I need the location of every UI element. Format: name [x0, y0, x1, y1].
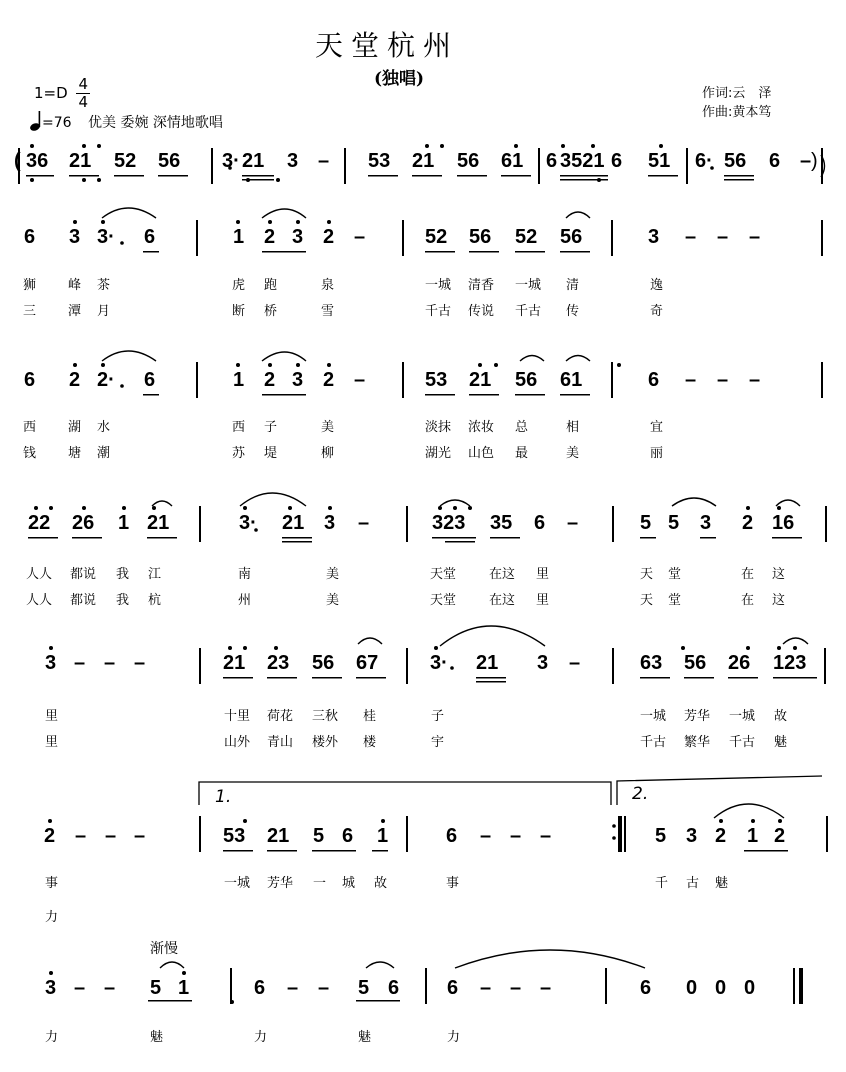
lyric: 人人 — [26, 593, 53, 608]
note: 3 — [324, 512, 336, 534]
intro-note: 3· — [222, 150, 240, 172]
intro-note: 21 — [242, 150, 265, 172]
barline — [196, 362, 198, 398]
barline — [821, 220, 823, 256]
note: 6 — [24, 226, 36, 248]
lyric: 雪 — [321, 304, 335, 319]
tempo-value: =76 — [42, 115, 72, 131]
lyric: 一城 — [425, 278, 452, 293]
note: 23 — [267, 652, 290, 674]
note: 1 — [233, 369, 245, 391]
note: – — [287, 977, 299, 999]
lyric: 里 — [536, 593, 550, 608]
song-subtitle: (独唱) — [374, 69, 425, 89]
note: 2 — [69, 369, 81, 391]
note: 5 — [313, 825, 325, 847]
note: 22 — [28, 512, 51, 534]
note: 6 — [534, 512, 546, 534]
repeat-barline — [618, 816, 622, 852]
note: 56 — [515, 369, 538, 391]
barline — [612, 506, 614, 542]
lyric: 美 — [321, 420, 335, 435]
lyric: 堂 — [668, 567, 682, 582]
lyric: 杭 — [148, 593, 162, 608]
intro-note: 3 — [287, 150, 299, 172]
lyric: 里 — [45, 709, 59, 724]
note: 6 — [144, 369, 156, 391]
lyric: 塘 — [68, 446, 82, 461]
lyric: 千古 — [515, 304, 542, 319]
intro-note: ) — [811, 150, 818, 172]
note: 1 — [178, 977, 190, 999]
note: 2 — [323, 226, 335, 248]
lyric: 一 — [313, 876, 327, 891]
lyric: 天 — [640, 593, 654, 608]
lyric: 楼外 — [312, 735, 339, 750]
note: 56 — [684, 652, 707, 674]
augmentation-dots — [120, 166, 714, 670]
note: 6 — [388, 977, 400, 999]
note: 5 — [358, 977, 370, 999]
lyric: 古 — [686, 876, 700, 891]
lyric: 苏 — [232, 446, 246, 461]
intro-note: 36 — [26, 150, 49, 172]
note: 61 — [560, 369, 583, 391]
lyric: 一城 — [640, 709, 667, 724]
note: 52 — [515, 226, 538, 248]
lyric: 十里 — [224, 709, 251, 724]
note: 21 — [282, 512, 305, 534]
lyric: 千古 — [425, 304, 452, 319]
lyric: 水 — [97, 420, 111, 435]
note: 6 — [144, 226, 156, 248]
lyric: 在这 — [489, 593, 516, 608]
lyric: 湖 — [68, 420, 82, 435]
note: – — [104, 977, 116, 999]
barline — [406, 816, 408, 852]
note: 6 — [342, 825, 354, 847]
intro-note: 56 — [724, 150, 747, 172]
volta-ending-2: 2. — [632, 784, 649, 804]
note: – — [105, 825, 117, 847]
lyric: 在这 — [489, 567, 516, 582]
note: 6 — [648, 369, 660, 391]
note: – — [104, 652, 116, 674]
lyric: 青山 — [267, 735, 294, 750]
expression-text: 优美 委婉 深情地歌唱 — [88, 115, 223, 131]
lyric: 峰 — [68, 278, 82, 293]
note: – — [540, 977, 552, 999]
note: 2 — [715, 825, 727, 847]
lyric: 传说 — [468, 304, 495, 319]
lyric: 一城 — [515, 278, 542, 293]
lyric: 城 — [342, 876, 356, 891]
final-barline-thick — [799, 968, 803, 1004]
lyric: 江 — [148, 567, 162, 582]
lyric: 子 — [264, 420, 278, 435]
barline — [824, 648, 826, 684]
note: – — [318, 977, 330, 999]
barline — [605, 968, 607, 1004]
lyric: 力 — [254, 1030, 268, 1045]
lyric: 月 — [97, 304, 111, 319]
note: 323 — [432, 512, 466, 534]
lyric: 桥 — [264, 304, 278, 319]
note: 35 — [490, 512, 513, 534]
barline — [821, 362, 823, 398]
note: – — [749, 226, 761, 248]
note: 67 — [356, 652, 379, 674]
lyric: 在 — [741, 593, 755, 608]
lyric: 楼 — [363, 735, 377, 750]
lyric: 魅 — [715, 876, 729, 891]
barline — [686, 148, 688, 184]
barline — [402, 362, 404, 398]
lyric: 我 — [116, 567, 130, 582]
note: – — [134, 825, 146, 847]
intro-note: 53 — [368, 150, 391, 172]
barline — [402, 220, 404, 256]
lyric: 千古 — [729, 735, 756, 750]
barline — [199, 648, 201, 684]
intro-note: 6 — [769, 150, 781, 172]
note: 21 — [147, 512, 170, 534]
note: – — [567, 512, 579, 534]
note: 21 — [476, 652, 499, 674]
note: – — [569, 652, 581, 674]
lyric: 里 — [45, 735, 59, 750]
note: 56 — [560, 226, 583, 248]
lyric: 相 — [566, 420, 580, 435]
lyric: 这 — [772, 567, 786, 582]
note: – — [480, 977, 492, 999]
lyric: 宜 — [650, 420, 664, 435]
final-barline-thin — [793, 968, 795, 1004]
lyric: 千 — [655, 876, 669, 891]
lyric: 魅 — [774, 735, 788, 750]
barline — [825, 506, 827, 542]
intro-note: 21 — [412, 150, 435, 172]
lyric: 潮 — [97, 446, 111, 461]
lyric: 美 — [326, 593, 340, 608]
lyric: 桂 — [363, 709, 377, 724]
intro-note: 6 — [546, 150, 558, 172]
intro-note: 56 — [457, 150, 480, 172]
lyric: 宇 — [431, 735, 445, 750]
note: 5 — [150, 977, 162, 999]
note: 1 — [233, 226, 245, 248]
note: 3 — [45, 652, 57, 674]
note: – — [74, 652, 86, 674]
note: 3· — [97, 226, 115, 248]
barline — [199, 506, 201, 542]
note: 63 — [640, 652, 663, 674]
intro-note: 56 — [158, 150, 181, 172]
lyric: 丽 — [650, 446, 664, 461]
note: 0 — [744, 977, 756, 999]
note: – — [717, 369, 729, 391]
note: 3· — [430, 652, 448, 674]
note: 0 — [715, 977, 727, 999]
note: 0 — [686, 977, 698, 999]
lyric: 堂 — [668, 593, 682, 608]
lyric: 三秋 — [312, 709, 339, 724]
note: 5 — [640, 512, 652, 534]
volta-brackets — [199, 776, 822, 805]
intro-note: 3521 — [560, 150, 605, 172]
note: – — [480, 825, 492, 847]
intro-note: 51 — [648, 150, 671, 172]
lyric: 都说 — [70, 567, 97, 582]
barline — [196, 220, 198, 256]
repeat-dots — [612, 824, 616, 840]
lyricist-credit: 作词:云 泽 — [702, 86, 772, 101]
lyric: 淡抹 — [425, 420, 452, 435]
lyric: 南 — [238, 567, 252, 582]
note: 6 — [446, 825, 458, 847]
lyric: 芳华 — [267, 876, 294, 891]
lyric: 这 — [772, 593, 786, 608]
lyric: 子 — [431, 709, 445, 724]
lyric: 美 — [326, 567, 340, 582]
lyric: 虎 — [232, 278, 246, 293]
lyric: 山色 — [468, 446, 495, 461]
lyric: 一城 — [729, 709, 756, 724]
composer-credit: 作曲:黄本笃 — [702, 105, 772, 120]
lyric: 人人 — [26, 567, 53, 582]
lyric: 一城 — [224, 876, 251, 891]
note: – — [510, 825, 522, 847]
note: 2· — [97, 369, 115, 391]
lyric: 清香 — [468, 278, 495, 293]
note: 26 — [72, 512, 95, 534]
note: 2 — [323, 369, 335, 391]
barline — [612, 648, 614, 684]
barline — [344, 148, 346, 184]
lyric: 清 — [566, 278, 580, 293]
barline — [611, 220, 613, 256]
note: 6 — [640, 977, 652, 999]
lyric: 柳 — [321, 446, 335, 461]
note: 2 — [264, 369, 276, 391]
note: 3 — [700, 512, 712, 534]
note: 1 — [747, 825, 759, 847]
lyric: 魅 — [358, 1030, 372, 1045]
note: 1 — [377, 825, 389, 847]
lyric: 最 — [515, 446, 529, 461]
lyric: 三 — [23, 304, 37, 319]
note: – — [749, 369, 761, 391]
note: 21 — [267, 825, 290, 847]
lyric: 天 — [640, 567, 654, 582]
lyric: 魅 — [150, 1030, 164, 1045]
note: 2 — [44, 825, 56, 847]
note: 3· — [239, 512, 257, 534]
lyric: 狮 — [23, 278, 37, 293]
note: 56 — [312, 652, 335, 674]
lyric: 繁华 — [684, 735, 711, 750]
barline — [199, 816, 201, 852]
intro-note: – — [800, 150, 812, 172]
lyric: 都说 — [70, 593, 97, 608]
intro-note: 6· — [695, 150, 713, 172]
note: 21 — [223, 652, 246, 674]
lyric: 奇 — [650, 304, 664, 319]
barline — [624, 816, 626, 852]
note: – — [358, 512, 370, 534]
note: – — [685, 369, 697, 391]
octave-dots — [30, 144, 797, 1004]
lyric: 断 — [232, 304, 246, 319]
note: 3 — [45, 977, 57, 999]
note: – — [354, 226, 366, 248]
note: 21 — [469, 369, 492, 391]
lyric: 芳华 — [684, 709, 711, 724]
intro-note: 21 — [69, 150, 92, 172]
note: 123 — [773, 652, 807, 674]
note: 6 — [24, 369, 36, 391]
lyric: 浓妆 — [468, 420, 495, 435]
intro-note: – — [318, 150, 330, 172]
note: 53 — [425, 369, 448, 391]
note: – — [685, 226, 697, 248]
note: 2 — [742, 512, 754, 534]
lyric: 跑 — [264, 278, 278, 293]
note: – — [134, 652, 146, 674]
note: 6 — [447, 977, 459, 999]
time-signature-top: 4 — [78, 75, 88, 93]
lyric: 里 — [536, 567, 550, 582]
lyric: 事 — [446, 876, 460, 891]
note: 5 — [668, 512, 680, 534]
barline — [230, 968, 232, 1004]
lyric: 山外 — [224, 735, 251, 750]
lyric: 堤 — [264, 446, 278, 461]
lyric: 故 — [374, 876, 388, 891]
note: – — [75, 825, 87, 847]
lyric: 总 — [515, 420, 529, 435]
lyric: 西 — [232, 420, 246, 435]
lyric: 湖光 — [425, 446, 452, 461]
song-title: 天堂杭州 — [315, 29, 460, 62]
note: – — [74, 977, 86, 999]
intro-note: ( — [14, 150, 21, 172]
note: 2 — [774, 825, 786, 847]
note: 3 — [292, 226, 304, 248]
lyric: 在 — [741, 567, 755, 582]
note: 16 — [772, 512, 795, 534]
lyric: 天堂 — [430, 593, 457, 608]
note: 5 — [655, 825, 667, 847]
barline — [406, 648, 408, 684]
intro-note: 61 — [501, 150, 524, 172]
barline — [826, 816, 828, 852]
lyric: 茶 — [97, 278, 111, 293]
lyric: 州 — [238, 593, 252, 608]
barline — [406, 506, 408, 542]
note: 3 — [648, 226, 660, 248]
lyric: 事 — [45, 876, 59, 891]
note: – — [540, 825, 552, 847]
note: – — [510, 977, 522, 999]
note: 3 — [537, 652, 549, 674]
lyric: 天堂 — [430, 567, 457, 582]
barline — [211, 148, 213, 184]
lyric: 力 — [45, 1030, 59, 1045]
barline — [538, 148, 540, 184]
note: 3 — [686, 825, 698, 847]
note: 53 — [223, 825, 246, 847]
note: 3 — [292, 369, 304, 391]
barline — [611, 362, 613, 398]
note: 1 — [118, 512, 130, 534]
time-signature-bottom: 4 — [78, 93, 88, 111]
lyric: 泉 — [321, 278, 335, 293]
note: 6 — [254, 977, 266, 999]
lyric: 钱 — [23, 446, 37, 461]
lyric: 力 — [447, 1030, 461, 1045]
lyric: 故 — [774, 709, 788, 724]
lyric: 西 — [23, 420, 37, 435]
note: 3 — [69, 226, 81, 248]
barline — [425, 968, 427, 1004]
note: – — [717, 226, 729, 248]
lyric: 逸 — [650, 278, 664, 293]
lyric: 我 — [116, 593, 130, 608]
lyric: 荷花 — [267, 709, 294, 724]
key-label: 1=D — [34, 84, 68, 102]
intro-note: 6 — [611, 150, 623, 172]
lyric: 传 — [566, 304, 580, 319]
ritardando-marking: 渐慢 — [150, 941, 178, 957]
intro-note: 52 — [114, 150, 137, 172]
note: – — [354, 369, 366, 391]
lyric: 力 — [45, 910, 59, 925]
lyric: 美 — [566, 446, 580, 461]
note: 52 — [425, 226, 448, 248]
volta-ending-1: 1. — [215, 787, 232, 807]
barline — [821, 148, 823, 184]
note: 2 — [264, 226, 276, 248]
lyric: 千古 — [640, 735, 667, 750]
lyric: 潭 — [68, 304, 82, 319]
note: 56 — [469, 226, 492, 248]
note: 26 — [728, 652, 751, 674]
